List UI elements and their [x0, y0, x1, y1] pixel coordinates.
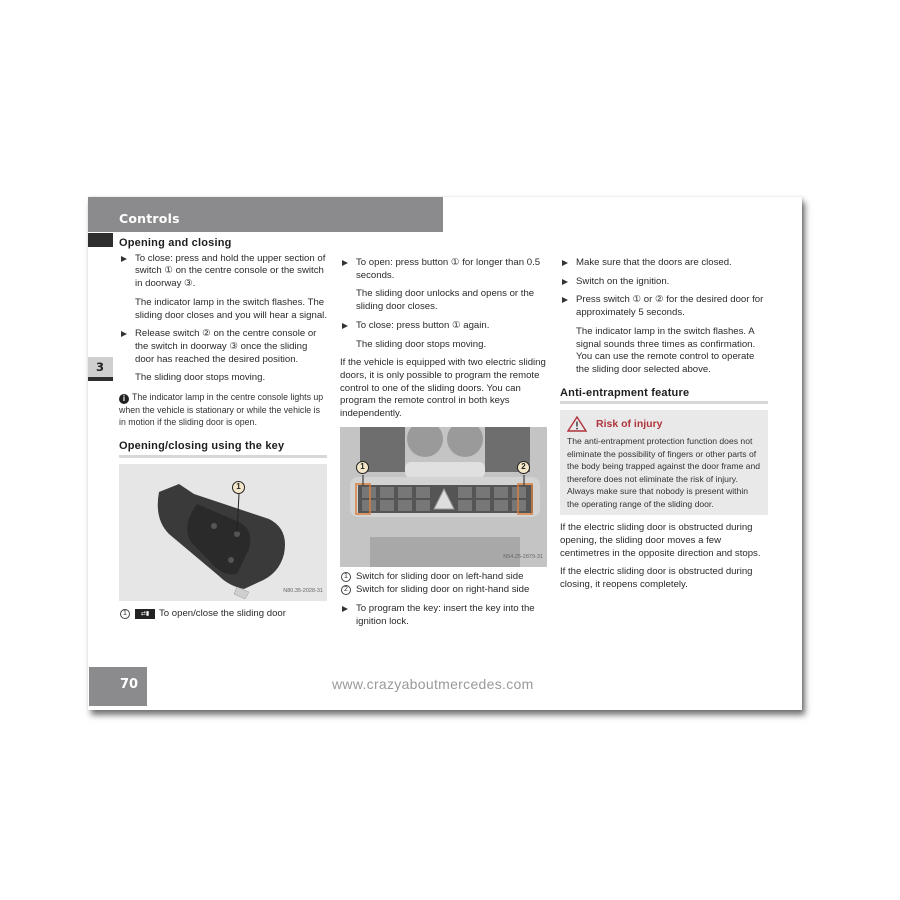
heading-anti-entrapment: Anti-entrapment feature [560, 387, 768, 405]
callout-1: 1 [232, 481, 245, 494]
manual-page [88, 197, 802, 710]
obstruction-opening-paragraph: If the electric sliding door is obstructed during opening, the sliding door moves a few centimetres in the opposite direction and stops. [560, 522, 761, 559]
result-open: The sliding door unlocks and opens or the sliding door closes. [356, 288, 535, 313]
instruction-open: To open: press button ① for longer than 0.5 seconds. [340, 257, 548, 282]
bullet-arrow-icon [562, 260, 568, 266]
key-legend [119, 608, 327, 621]
section-header-bar [88, 197, 443, 232]
chapter-number: 3 [96, 360, 105, 374]
watermark-url: www.crazyaboutmercedes.com [332, 676, 534, 692]
result-confirmation: The indicator lamp in the switch flashes. A signal sounds three times as confirmation. You can use the remote control to operate the sliding door selected above. [576, 325, 756, 375]
bullet-arrow-icon [121, 331, 127, 337]
bullet-arrow-icon [121, 256, 127, 262]
instruction-release: Release switch ② on the centre console or the switch in doorway ③ once the sliding door has reached the desired position. [119, 328, 327, 366]
warning-text-2: Always make sure that nobody is present within the operating range of the sliding door. [567, 486, 749, 509]
heading-opening-closing: Opening and closing [119, 237, 232, 249]
column-2 [340, 257, 548, 635]
bullet-arrow-icon [342, 606, 348, 612]
number-circle: 1 [341, 572, 351, 582]
legend-item-2: 2 Switch for sliding door on right-hand side [340, 584, 548, 597]
number-circle: 2 [341, 585, 351, 595]
centre-console-illustration [340, 427, 547, 567]
info-icon: i [119, 394, 129, 404]
image-reference: N54.25-2879-31 [503, 554, 543, 561]
two-doors-paragraph: If the vehicle is equipped with two electric sliding doors, it is only possible to program the remote control to one of the sliding doors. You can program the remote control in both keys independently. [340, 357, 546, 420]
bullet-arrow-icon [342, 323, 348, 329]
obstruction-closing-paragraph: If the electric sliding door is obstructed during closing, it reopens completely. [560, 566, 753, 591]
section-title: Controls [119, 211, 180, 226]
column-1 [119, 237, 327, 620]
bullet-arrow-icon [562, 297, 568, 303]
image-reference: N80.35-2028-31 [283, 588, 323, 595]
column-3 [560, 257, 768, 598]
result-close: The indicator lamp in the switch flashes. The sliding door closes and you will hear a signal. [135, 296, 327, 321]
key-fob-illustration [119, 464, 327, 601]
instruction-close: To close: press and hold the upper section of switch ① on the centre console or the switch in doorway ③. [119, 253, 327, 291]
legend-item-1: 1 Switch for sliding door on left-hand side [340, 571, 548, 584]
warning-triangle-icon [567, 416, 587, 432]
warning-box [560, 410, 768, 515]
callout-1: 1 [356, 461, 369, 474]
instruction-ignition: Switch on the ignition. [560, 276, 768, 289]
heading-key-operation: Opening/closing using the key [119, 440, 327, 458]
instruction-program-key: To program the key: insert the key into the ignition lock. [340, 603, 548, 628]
info-note: i The indicator lamp in the centre console lights up when the vehicle is stationary or while the vehicle is in motion if the sliding door is open. [119, 392, 324, 428]
instruction-press-switch: Press switch ① or ② for the desired door for approximately 5 seconds. [560, 294, 768, 319]
warning-title: Risk of injury [596, 418, 663, 431]
warning-text-1: The anti-entrapment protection function does not eliminate the possibility of fingers or other parts of the body being trapped against the door frame and therefore does not eliminate the risk of injury. [567, 436, 761, 484]
result-stop: The sliding door stops moving. [135, 372, 266, 384]
header-marker-block [88, 233, 113, 247]
key-photo [119, 464, 327, 601]
warning-header [567, 416, 761, 432]
page-number-box [89, 667, 147, 706]
sliding-door-button-icon: ⇄▮ [135, 609, 155, 619]
callout-2: 2 [517, 461, 530, 474]
bullet-arrow-icon [562, 279, 568, 285]
console-photo [340, 427, 547, 567]
chapter-tab [88, 357, 113, 381]
bullet-arrow-icon [342, 260, 348, 266]
key-legend-text: To open/close the sliding door [159, 607, 286, 619]
page-number: 70 [120, 677, 139, 692]
instruction-doors-closed: Make sure that the doors are closed. [560, 257, 768, 270]
instruction-close-key: To close: press button ① again. [340, 320, 548, 333]
number-circle: 1 [120, 609, 130, 619]
result-stop-key: The sliding door stops moving. [356, 338, 487, 350]
